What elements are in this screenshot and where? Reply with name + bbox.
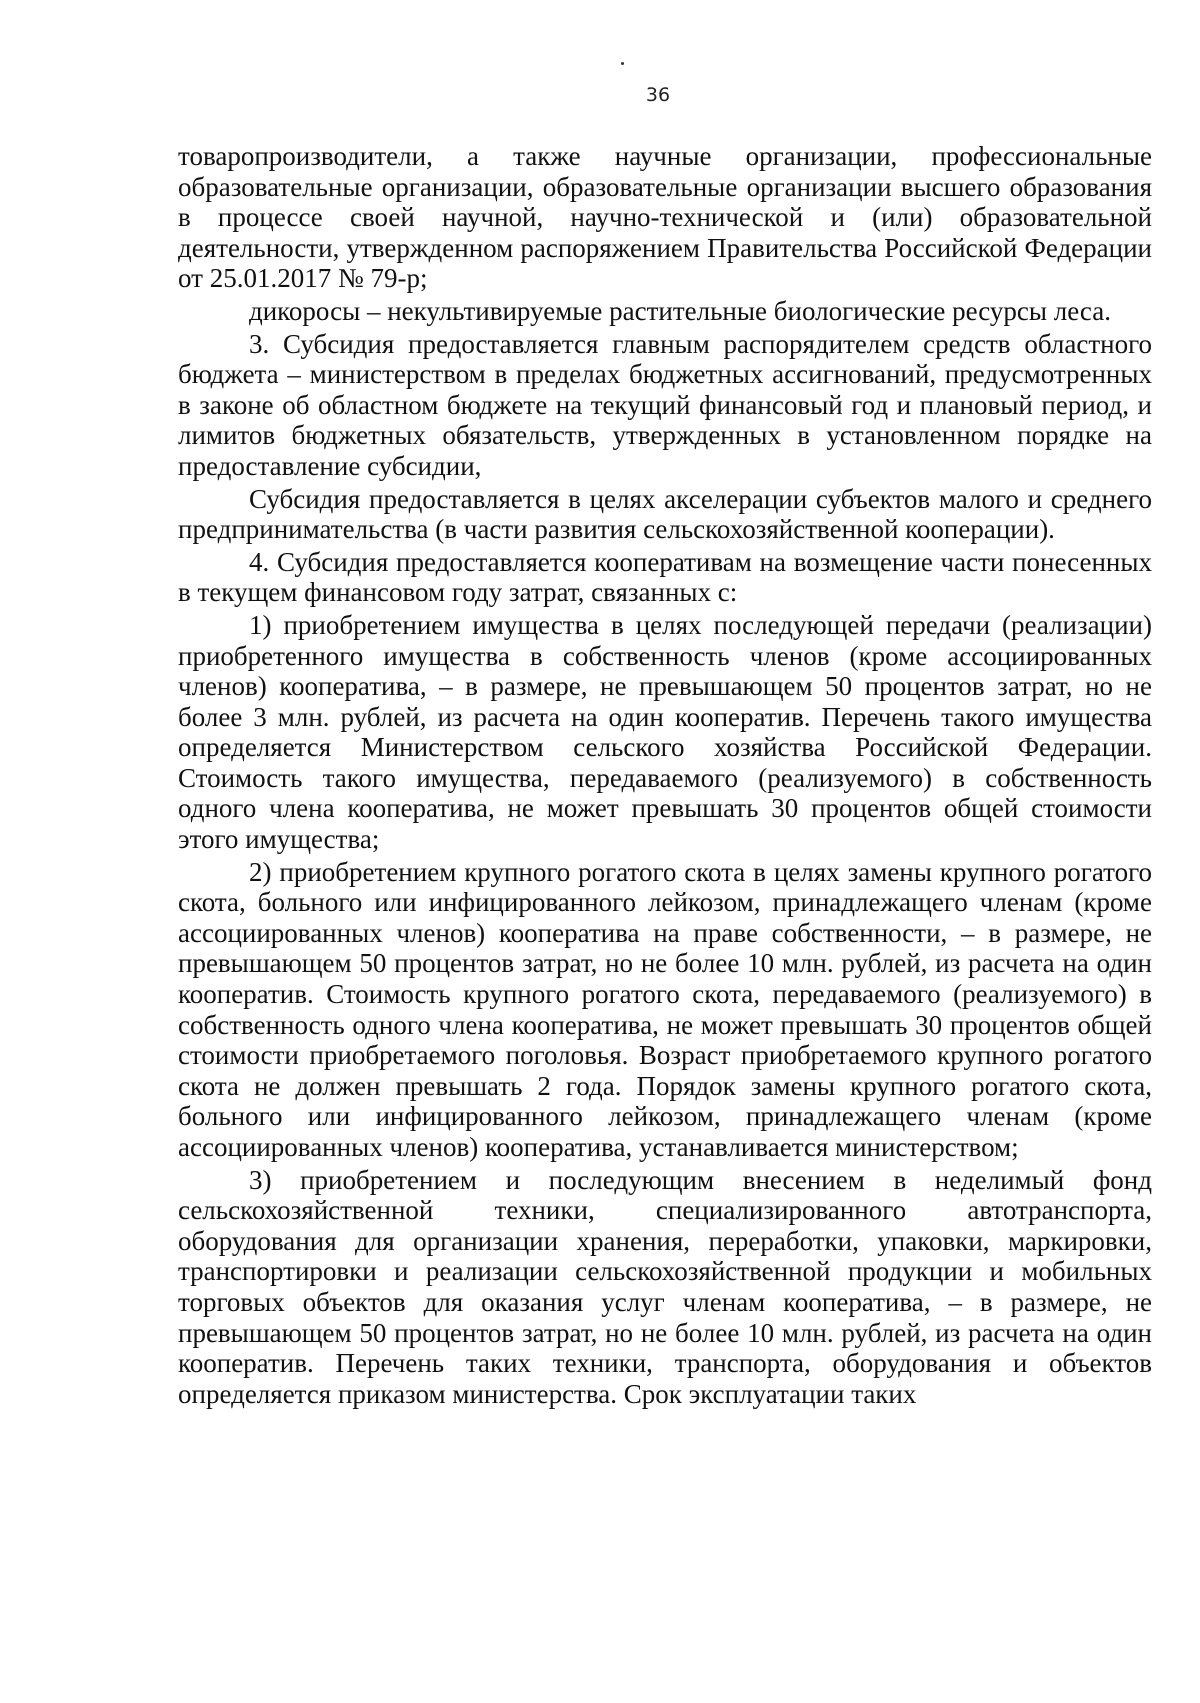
paragraph-item-1: 1) приобретением имущества в целях последующей передачи (реализации) приобретенного имущества в собственность членов (кроме ассоциированных членов) кооператива, – в размере, не превышающем 50 процентов затрат, но не более 3 млн. рублей, из расчета на один кооператив. Перечень такого имущества определяется Министерством сельского хозяйства Российской Федерации. Стоимость такого имущества, передаваемого (реализуемого) в собственность одного члена кооператива, не может превышать 30 процентов общей стоимости этого имущества; <box>178 609 1152 855</box>
paragraph-item-2: 2) приобретением крупного рогатого скота в целях замены крупного рогатого скота, больного или инфицированного лейкозом, принадлежащего членам (кроме ассоциированных членов) кооператива на праве собственности, – в размере, не превышающем 50 процентов затрат, но не более 10 млн. рублей, из расчета на один кооператив. Стоимость крупного рогатого скота, передаваемого (реализуемого) в собственность одного члена кооператива, не может превышать 30 процентов общей стоимости приобретаемого поголовья. Возраст приобретаемого крупного рогатого скота не должен превышать 2 года. Порядок замены крупного рогатого скота, больного или инфицированного лейкозом, принадлежащего членам (кроме ассоциированных членов) кооператива, устанавливается министерством; <box>178 856 1152 1162</box>
page-number: 36 <box>645 84 671 106</box>
paragraph-dikorosy-definition: дикоросы – некультивируемые растительные биологические ресурсы леса. <box>249 295 1111 326</box>
paragraph-clause-3: 3. Субсидия предоставляется главным распорядителем средств областного бюджета – министерством в пределах бюджетных ассигнований, предусмотренных в законе об областном бюджете на текущий финансовый год и плановый период, и лимитов бюджетных обязательств, утвержденных в установленном порядке на предоставление субсидии, <box>178 328 1152 481</box>
paragraph-subsidy-purpose: Субсидия предоставляется в целях акселерации субъектов малого и среднего предпринимательства (в части развития сельскохозяйственной кооперации). <box>178 483 1152 545</box>
document-body <box>178 141 1152 1411</box>
paragraph-clause-4: 4. Субсидия предоставляется кооперативам на возмещение части понесенных в текущем финансовом году затрат, связанных с: <box>178 546 1152 608</box>
paragraph-item-3: 3) приобретением и последующим внесением в неделимый фонд сельскохозяйственной техники, специализированного автотранспорта, оборудования для организации хранения, переработки, упаковки, маркировки, транспортировки и реализации сельскохозяйственной продукции и мобильных торговых объектов для оказания услуг членам кооператива, – в размере, не превышающем 50 процентов затрат, но не более 10 млн. рублей, из расчета на один кооператив. Перечень таких техники, транспорта, оборудования и объектов определяется приказом министерства. Срок эксплуатации таких <box>178 1164 1152 1409</box>
scan-speck <box>621 62 624 65</box>
paragraph-definition-continuation: товаропроизводители, а также научные организации, профессиональные образовательные организации, образовательные организации высшего образования в процессе своей научной, научно-технической и (или) образовательной деятельности, утвержденном распоряжением Правительства Российской Федерации от 25.01.2017 № 79-р; <box>178 141 1152 294</box>
